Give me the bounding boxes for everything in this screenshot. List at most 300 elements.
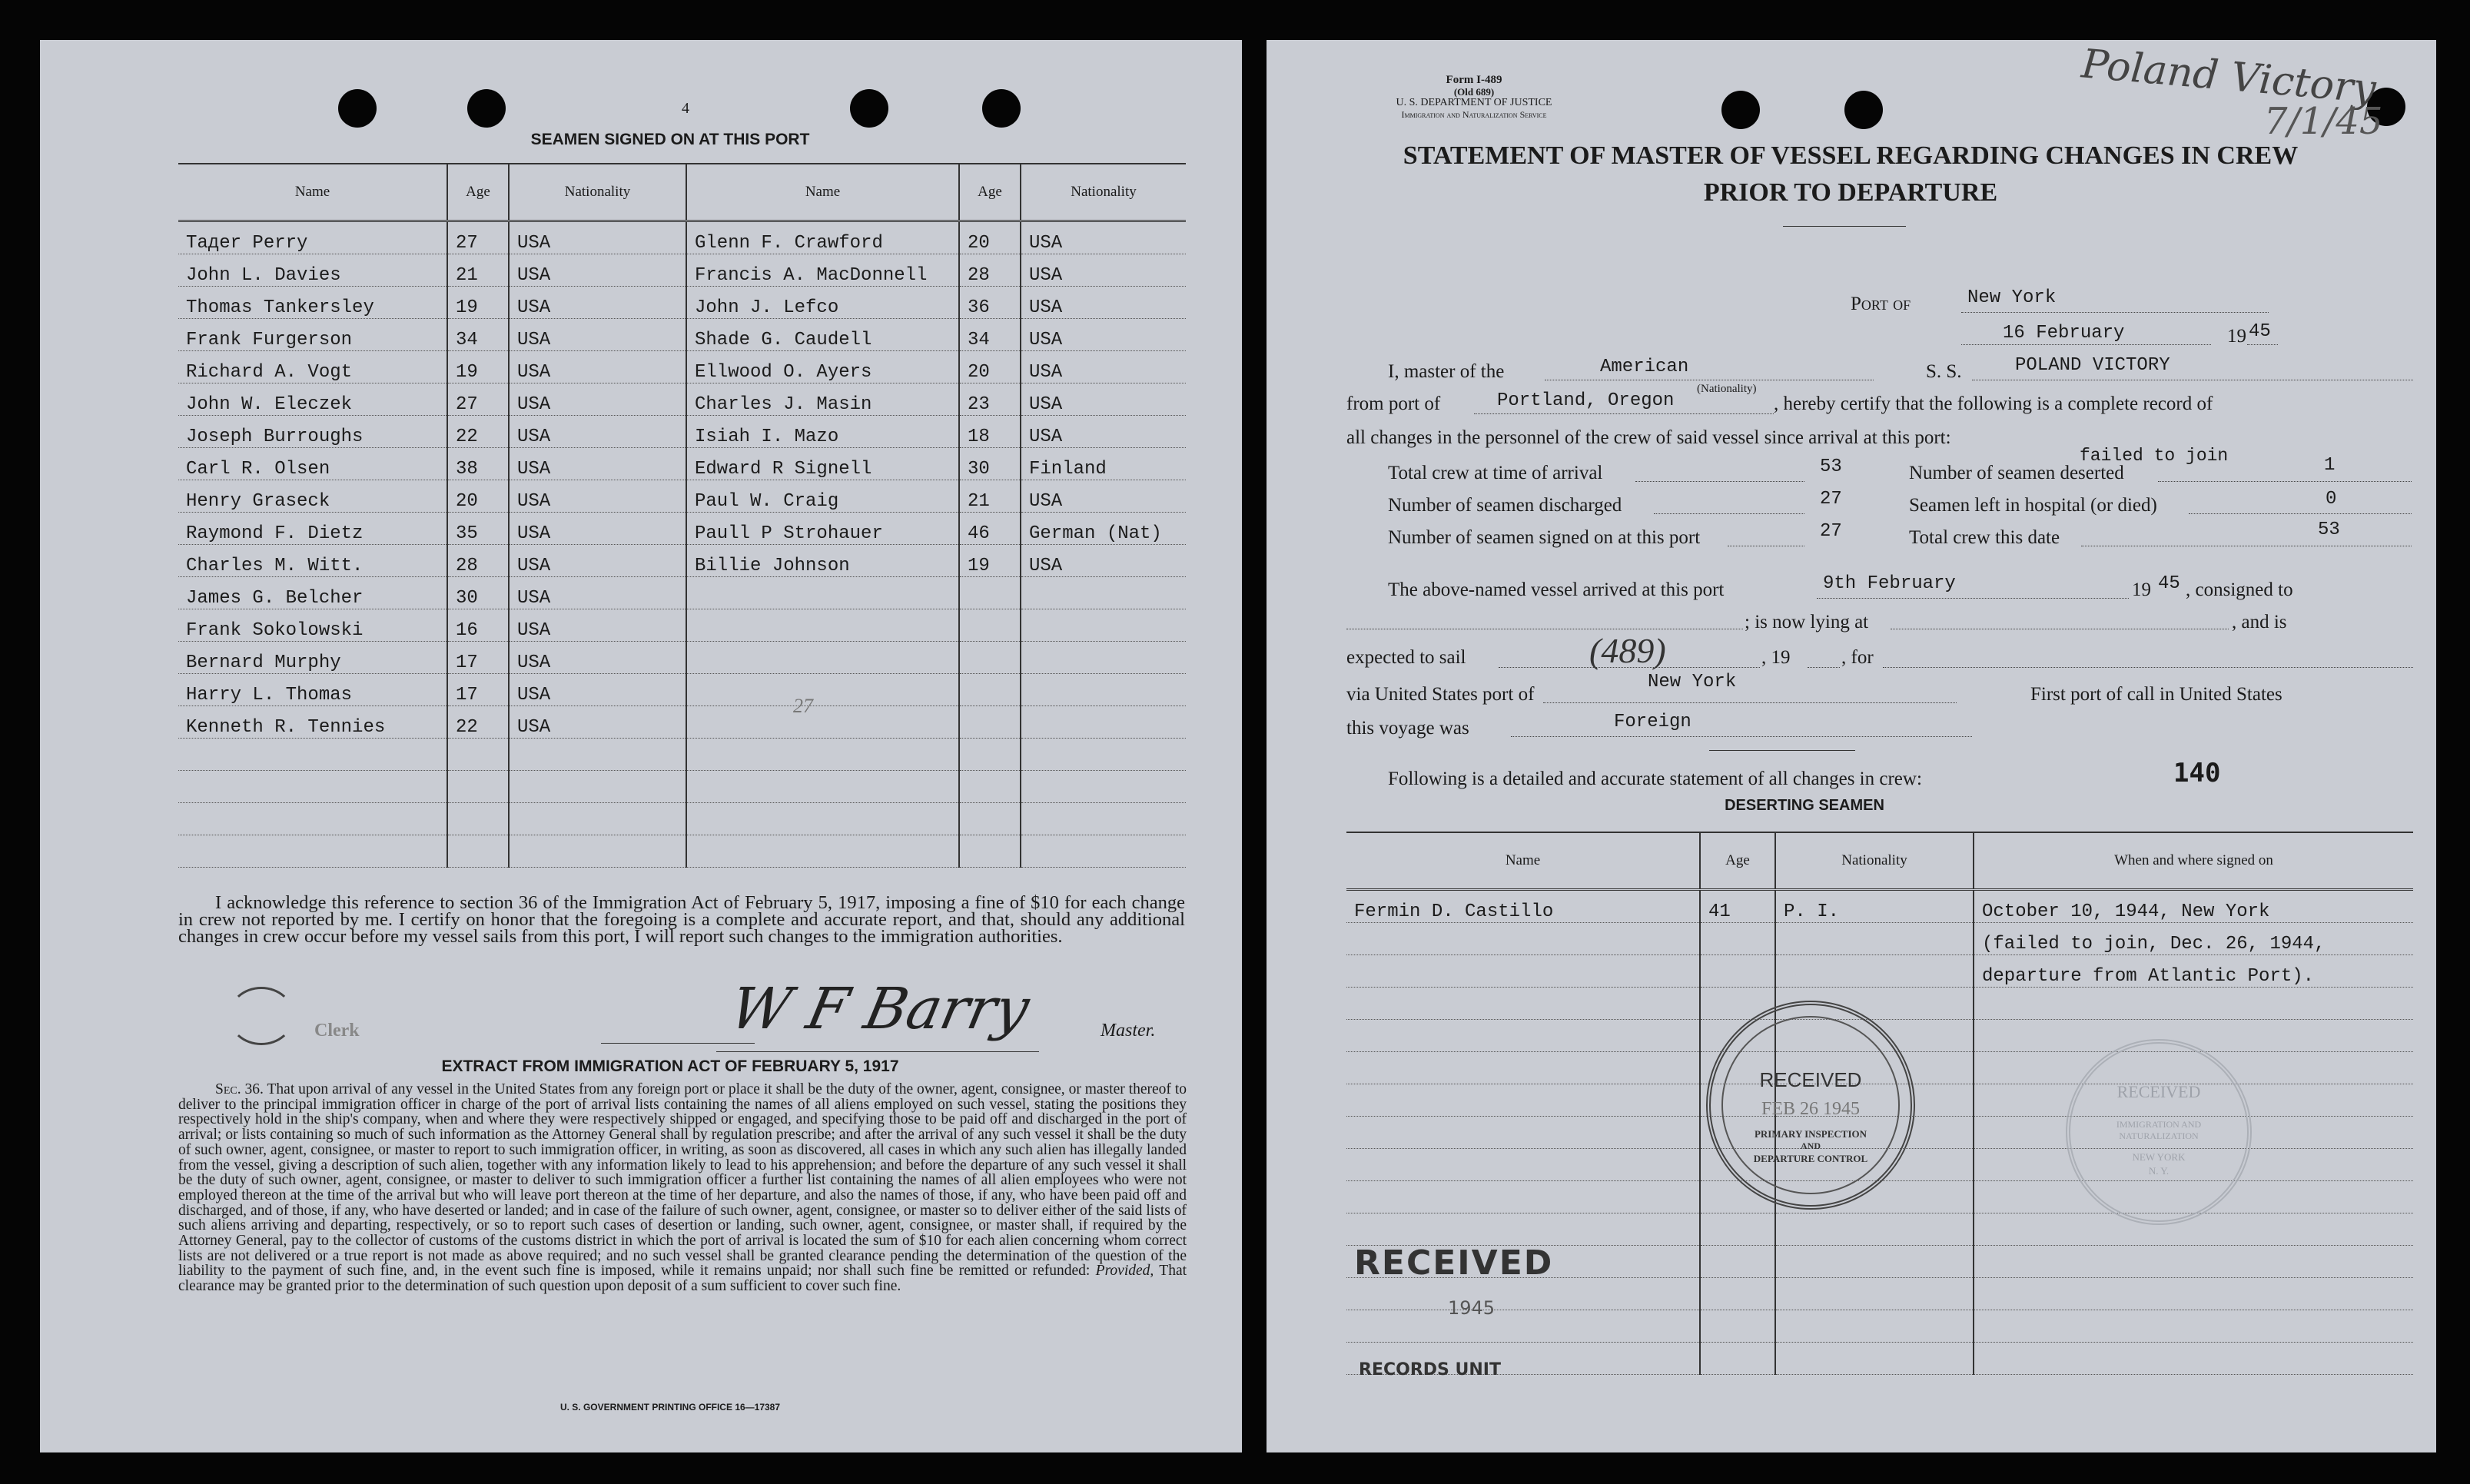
for-label: , for [1841, 647, 1874, 668]
cell-nat [1021, 642, 1186, 674]
crew-row [178, 480, 686, 513]
discharged-value: 27 [1820, 489, 1842, 510]
cell-empty [1974, 1310, 2413, 1343]
cell-nat: USA [509, 416, 686, 448]
cell-name: Taдer Perry [178, 221, 447, 254]
cell-name: Raymond F. Dietz [178, 513, 447, 545]
certify-text: , hereby certify that the following is a complete record of [1774, 393, 2213, 414]
crew-row [178, 383, 686, 416]
cell-age [1700, 955, 1775, 988]
deserter-row [1346, 1343, 2413, 1375]
deserting-title: DESERTING SEAMEN [1725, 797, 1884, 814]
cell-age [959, 835, 1021, 868]
discharged-dots [1654, 513, 1804, 514]
cell-name: Charles M. Witt. [178, 545, 447, 577]
cell-name [686, 577, 959, 609]
cell-name [686, 739, 959, 771]
extract-title: EXTRACT FROM IMMIGRATION ACT OF FEBRUARY 5, 1917 [441, 1057, 899, 1075]
received-stamp-primary [1706, 1001, 1915, 1210]
nationality-caption: (Nationality) [1697, 383, 1757, 395]
left-page [40, 40, 1242, 1452]
crew-row [178, 577, 686, 609]
title-rule [1783, 226, 1906, 227]
cell-age [959, 642, 1021, 674]
cell-name: Paull P Strohauer [686, 513, 959, 545]
punch-hole [1844, 91, 1883, 129]
cell-empty [1700, 1278, 1775, 1310]
cell-name [686, 706, 959, 739]
column-header-age: Age [1700, 832, 1775, 890]
crew-row [686, 221, 1186, 254]
nationality-value: American [1600, 357, 1689, 377]
cell-age [1700, 923, 1775, 955]
cell-nat: P. I. [1775, 890, 1974, 923]
cell-age [447, 739, 509, 771]
column-header-age: Age [447, 164, 509, 221]
cell-nat: Finland [1021, 448, 1186, 480]
deserted-dots [2158, 481, 2412, 482]
deserter-row [1346, 955, 2413, 988]
crew-row [178, 545, 686, 577]
cell-nat [509, 739, 686, 771]
cell-name [178, 771, 447, 803]
consigned-label: , consigned to [2186, 579, 2293, 600]
cell-name: Richard A. Vogt [178, 351, 447, 383]
cell-nat: USA [509, 448, 686, 480]
hospital-dots [2189, 513, 2412, 514]
cell-nat [509, 803, 686, 835]
cell-age [959, 706, 1021, 739]
form-title-line1: STATEMENT OF MASTER OF VESSEL REGARDING CHANGES IN CREW [1403, 141, 2299, 170]
cell-nat: USA [509, 480, 686, 513]
voyage-label: this voyage was [1346, 718, 1469, 739]
crew-row [178, 706, 686, 739]
date-line [1961, 344, 2211, 345]
cell-name: Henry Graseck [178, 480, 447, 513]
column-header-nationality: Nationality [1775, 832, 1974, 890]
deserter-row [1346, 988, 2413, 1020]
cell-age: 17 [447, 642, 509, 674]
crew-row [686, 609, 1186, 642]
crew-row [686, 383, 1186, 416]
cell-name: James G. Belcher [178, 577, 447, 609]
records-unit-stamp: RECORDS UNIT [1359, 1360, 1501, 1379]
cell-age: 38 [447, 448, 509, 480]
punch-hole [338, 89, 377, 128]
following-label: Following is a detailed and accurate statement of all changes in crew: [1388, 769, 1922, 789]
cell-nat: USA [509, 609, 686, 642]
ss-label: S. S. [1926, 361, 1962, 382]
column-header-name: Name [1346, 832, 1700, 890]
section-36-body: That upon arrival of any vessel in the United States from any foreign port or place it shall be the duty of the owner, agent, consignee, or master thereof to deliver to the principal immigration officer in charge of the port of arrival lists containing the names of all aliens employed on such vessel, stating the positions they respectively hold in the ship's company, when and where they were respectively shipped or engaged, and specifying those to be paid off and discharged in the port of arrival; or lists containing so much of such information as the Attorney General shall by regulation prescribe; and after the arrival of any such vessel it shall be the duty of such owner, agent, consignee, or master to report to such immigration officer, in writing, as soon as discovered, all cases in which any such alien has illegally landed from the vessel, giving a description of such alien, together with any information likely to lead to his apprehension; and before the departure of any such vessel it shall be the duty of such owner, agent, consignee, or master to deliver to such immigration officer a further list containing the names of all alien employees who were not employed thereon at the time of the arrival but who will leave port thereon at the time of her departure, and also the names of those, if any, who have been paid off and discharged, and of those, if any, who have deserted or landed; and in case of the failure of such owner, agent, consignee, or master so to deliver either of the said lists of such aliens arriving and departing, respectively, or so to report such cases of desertion or landing, such owner, agent, consignee, or master shall, if required by the Attorney General, pay to the collector of customs of the customs district in which the port of arrival is located the sum of $10 for each alien concerning whom correct lists are not delivered or a true report is not made as above required; and no such vessel shall be granted clearance pending the determination of the question of the liability to the payment of such fine, and, in the event such fine is imposed, while it remains unpaid; nor shall such fine be remitted or refunded: [178, 1081, 1187, 1280]
cell-age [959, 577, 1021, 609]
cell-age [959, 609, 1021, 642]
cell-when: (failed to join, Dec. 26, 1944, [1974, 923, 2413, 955]
cell-age: 18 [959, 416, 1021, 448]
crew-row [686, 706, 1186, 739]
cell-name: Edward R Signell [686, 448, 959, 480]
cell-age: 34 [959, 319, 1021, 351]
cell-nat: USA [509, 674, 686, 706]
sail-note: (489) [1589, 631, 1666, 670]
crew-row [686, 674, 1186, 706]
printer-imprint: U. S. GOVERNMENT PRINTING OFFICE 16—17387 [559, 1402, 781, 1413]
signature-line [716, 1051, 1039, 1052]
cell-age: 21 [959, 480, 1021, 513]
cell-empty [1346, 988, 1700, 1020]
crew-row [178, 319, 686, 351]
stamp-line: AND [1801, 1140, 1821, 1151]
cell-when: departure from Atlantic Port). [1974, 955, 2413, 988]
cell-name: Bernard Murphy [178, 642, 447, 674]
certify-line2: all changes in the personnel of the crew of said vessel since arrival at this port: [1346, 427, 1951, 448]
cell-nat: USA [509, 319, 686, 351]
voyage-rule [1709, 750, 1855, 751]
cell-nat [1021, 577, 1186, 609]
column-header-age: Age [959, 164, 1021, 221]
cell-empty [1775, 1310, 1974, 1343]
year-value: 45 [2249, 321, 2271, 342]
arrived-date: 9th February [1823, 573, 1956, 594]
sail-year-label: , 19 [1761, 647, 1791, 668]
crew-row [686, 577, 1186, 609]
voyage-value: Foreign [1614, 712, 1691, 732]
cell-nat [1775, 955, 1974, 988]
crew-row [686, 803, 1186, 835]
cell-age [959, 803, 1021, 835]
total-arrival-label: Total crew at time of arrival [1388, 463, 1603, 483]
cell-name: John J. Lefco [686, 287, 959, 319]
cell-empty [1346, 1052, 1700, 1084]
cell-nat: USA [1021, 319, 1186, 351]
cell-age: 16 [447, 609, 509, 642]
cell-nat: USA [1021, 254, 1186, 287]
crew-row [178, 513, 686, 545]
via-label: via United States port of [1346, 684, 1535, 705]
cell-age: 34 [447, 319, 509, 351]
column-header-name: Name [686, 164, 959, 221]
clerk-label: Clerk [314, 1021, 360, 1041]
cell-age [447, 835, 509, 868]
cell-empty [1775, 1278, 1974, 1310]
signed-value: 27 [1820, 521, 1842, 542]
deserted-label: Number of seamen deserted [1909, 463, 2124, 483]
deserted-value: 1 [2324, 455, 2336, 476]
cell-name [1346, 923, 1700, 955]
cell-name: Thomas Tankersley [178, 287, 447, 319]
cell-nat [1021, 674, 1186, 706]
form-title-line2: PRIOR TO DEPARTURE [1703, 178, 1998, 207]
cell-age [959, 739, 1021, 771]
count-stamp: 140 [2173, 758, 2221, 788]
crew-row [686, 351, 1186, 383]
crew-row [178, 448, 686, 480]
cell-nat: USA [1021, 545, 1186, 577]
cell-empty [1346, 1149, 1700, 1181]
punch-hole [1721, 91, 1760, 129]
crew-row [178, 416, 686, 448]
cell-empty [1775, 1343, 1974, 1375]
form-old-number: (Old 689) [1453, 86, 1495, 98]
hospital-label: Seamen left in hospital (or died) [1909, 495, 2157, 516]
cell-age: 27 [447, 383, 509, 416]
for-line [1883, 667, 2413, 668]
crew-row [686, 771, 1186, 803]
cell-empty [1700, 1310, 1775, 1343]
column-header-name: Name [178, 164, 447, 221]
master-of-label: I, master of the [1388, 361, 1505, 382]
arrived-year: 45 [2158, 573, 2180, 594]
master-signature: W F Barry [724, 976, 1035, 1042]
deserter-row [1346, 1213, 2413, 1246]
port-label: Port of [1851, 294, 1911, 314]
crew-row [686, 287, 1186, 319]
service-name: Immigration and Naturalization Service [1401, 109, 1547, 120]
cell-age: 23 [959, 383, 1021, 416]
cell-name: John L. Davies [178, 254, 447, 287]
cell-name: Fermin D. Castillo [1346, 890, 1700, 923]
pencil-note: 27 [793, 695, 813, 717]
crew-row [178, 642, 686, 674]
stamp-line: NEW YORK [2132, 1151, 2186, 1163]
cell-nat: USA [1021, 221, 1186, 254]
cell-nat [1021, 609, 1186, 642]
cell-age: 20 [959, 351, 1021, 383]
cell-age: 35 [447, 513, 509, 545]
cell-name: Kenneth R. Tennies [178, 706, 447, 739]
cell-age: 19 [447, 287, 509, 319]
cell-nat [1021, 835, 1186, 868]
cell-age: 19 [447, 351, 509, 383]
cell-name: Joseph Burroughs [178, 416, 447, 448]
section-36-end: That clearance may be granted prior to the determination of such question upon deposit of a sum sufficient to cover such fine. [178, 1263, 1187, 1295]
cell-nat: USA [509, 351, 686, 383]
date-value: 16 February [2003, 323, 2125, 344]
stamp-received: RECEIVED [1759, 1068, 1862, 1091]
stamp-line: PRIMARY INSPECTION [1754, 1128, 1867, 1140]
cell-nat [1021, 706, 1186, 739]
cell-name [686, 609, 959, 642]
crew-table-right [686, 163, 1186, 868]
crew-row [686, 254, 1186, 287]
sail-year-line [1808, 667, 1840, 668]
cell-age: 20 [959, 221, 1021, 254]
cell-name [178, 803, 447, 835]
cell-name [1346, 955, 1700, 988]
cell-name [178, 739, 447, 771]
cell-age [959, 771, 1021, 803]
section-36-lead: Sec. 36. [215, 1081, 264, 1097]
cell-name: Billie Johnson [686, 545, 959, 577]
crew-row [686, 319, 1186, 351]
year-prefix: 19 [2227, 326, 2246, 347]
crew-row [686, 835, 1186, 868]
deserter-row [1346, 1310, 2413, 1343]
cell-age: 17 [447, 674, 509, 706]
deserter-row [1346, 1181, 2413, 1213]
column-header-nationality: Nationality [509, 164, 686, 221]
cell-nat: USA [509, 287, 686, 319]
cell-name: Carl R. Olsen [178, 448, 447, 480]
received-stamp-faded [2066, 1039, 2252, 1225]
cell-name [686, 642, 959, 674]
cell-empty [1700, 1213, 1775, 1246]
crew-row [686, 513, 1186, 545]
cell-age: 21 [447, 254, 509, 287]
cell-nat [1775, 923, 1974, 955]
cell-age: 41 [1700, 890, 1775, 923]
crew-row [686, 448, 1186, 480]
crew-row [178, 739, 686, 771]
cell-nat [509, 835, 686, 868]
crew-table-left [178, 163, 686, 868]
discharged-label: Number of seamen discharged [1388, 495, 1622, 516]
cell-nat [1021, 739, 1186, 771]
cell-age [447, 803, 509, 835]
stamp-line: DEPARTURE CONTROL [1753, 1153, 1868, 1164]
page-number: 4 [682, 100, 689, 117]
cell-name: Glenn F. Crawford [686, 221, 959, 254]
cell-name [686, 674, 959, 706]
crew-row [178, 254, 686, 287]
crew-row [686, 545, 1186, 577]
cell-name: Isiah I. Mazo [686, 416, 959, 448]
port-value: New York [1967, 287, 2057, 308]
cell-nat: USA [509, 513, 686, 545]
first-call-label: First port of call in United States [2030, 684, 2282, 705]
via-value: New York [1648, 672, 1737, 692]
cell-age: 20 [447, 480, 509, 513]
cell-age: 30 [959, 448, 1021, 480]
stamp-line: IMMIGRATION AND NATURALIZATION [2116, 1119, 2202, 1141]
cell-nat: USA [509, 254, 686, 287]
cell-empty [1700, 1343, 1775, 1375]
and-is-label: , and is [2232, 612, 2287, 632]
cell-nat: USA [1021, 351, 1186, 383]
cell-empty [1346, 1084, 1700, 1117]
year-line [2247, 344, 2278, 345]
cell-empty [1346, 1310, 1700, 1343]
cell-age [447, 771, 509, 803]
department-name: U. S. DEPARTMENT OF JUSTICE [1396, 97, 1552, 108]
crew-row [686, 416, 1186, 448]
received-date-stamp: 1945 [1448, 1297, 1496, 1319]
stamp-received: RECEIVED [2116, 1082, 2201, 1101]
via-line [1543, 702, 1957, 703]
crew-row [178, 771, 686, 803]
cell-nat: USA [1021, 287, 1186, 319]
section-36-text [178, 1082, 1187, 1294]
cell-nat [1021, 771, 1186, 803]
handwritten-number: 7/1/45 [2264, 100, 2383, 143]
cell-nat: USA [509, 545, 686, 577]
crew-row [686, 739, 1186, 771]
extract-rule [601, 1043, 755, 1044]
cell-name: Frank Sokolowski [178, 609, 447, 642]
cell-nat: German (Nat) [1021, 513, 1186, 545]
stamp-date: FEB 26 1945 [1761, 1099, 1860, 1119]
hospital-value: 0 [2326, 489, 2337, 510]
cell-name: Charles J. Masin [686, 383, 959, 416]
cell-age [959, 674, 1021, 706]
column-header-nationality: Nationality [1021, 164, 1186, 221]
arrived-label: The above-named vessel arrived at this port [1388, 579, 1725, 600]
punch-hole [467, 89, 506, 128]
crew-row [686, 642, 1186, 674]
received-big-stamp: RECEIVED [1354, 1243, 1554, 1283]
from-port-label: from port of [1346, 393, 1441, 414]
lying-label: ; is now lying at [1745, 612, 1869, 632]
acknowledgement-text: I acknowledge this reference to section 36 of the Immigration Act of February 5, 1917, imposing a fine of $10 for each change in crew not reported by me. I certify on honor that the foregoing is a complete and accurate report, and that, should any additional changes in crew occur before my vessel sails from this port, I will report such changes to the immigration authorities. [178, 892, 1185, 947]
cell-empty [1700, 1246, 1775, 1278]
cell-empty [1346, 1020, 1700, 1052]
crew-row [178, 674, 686, 706]
cell-empty [1974, 1246, 2413, 1278]
deserter-row [1346, 923, 2413, 955]
cell-age: 22 [447, 416, 509, 448]
cell-age: 28 [447, 545, 509, 577]
cell-name [686, 835, 959, 868]
column-header-signed-on: When and where signed on [1974, 832, 2413, 890]
cell-name: Francis A. MacDonnell [686, 254, 959, 287]
cell-name: John W. Eleczek [178, 383, 447, 416]
arrived-line [1817, 598, 2129, 599]
cell-name: Frank Furgerson [178, 319, 447, 351]
cell-name: Paul W. Craig [686, 480, 959, 513]
deserted-annotation: failed to join [2080, 446, 2229, 466]
from-port-value: Portland, Oregon [1497, 390, 1675, 411]
cell-nat: USA [509, 383, 686, 416]
right-page [1267, 40, 2436, 1452]
cell-age: 27 [447, 221, 509, 254]
ship-name: POLAND VICTORY [2015, 355, 2170, 376]
cell-name [686, 803, 959, 835]
cell-nat [509, 771, 686, 803]
cell-name: Harry L. Thomas [178, 674, 447, 706]
total-date-value: 53 [2318, 520, 2340, 540]
cell-empty [1974, 1343, 2413, 1375]
form-number: Form I-489 [1446, 74, 1502, 86]
cell-empty [1346, 1213, 1700, 1246]
crew-row [178, 351, 686, 383]
cell-age: 19 [959, 545, 1021, 577]
punch-hole [982, 89, 1021, 128]
cell-empty [1775, 1246, 1974, 1278]
stamp-line: N. Y. [2148, 1165, 2170, 1177]
cell-nat: USA [509, 706, 686, 739]
cell-nat: USA [509, 577, 686, 609]
crew-row [178, 221, 686, 254]
cell-empty [1974, 1278, 2413, 1310]
master-label: Master. [1101, 1021, 1156, 1041]
cell-name [178, 835, 447, 868]
handwritten-ship-note: Poland Victory [2080, 41, 2378, 113]
cell-empty [1775, 1213, 1974, 1246]
total-arrival-value: 53 [1820, 456, 1842, 477]
port-line [1961, 312, 2269, 313]
cell-age: 22 [447, 706, 509, 739]
section-36-proviso: Provided, [1095, 1263, 1154, 1280]
total-arrival-dots [1635, 481, 1804, 482]
cell-empty [1346, 1181, 1700, 1213]
total-date-label: Total crew this date [1909, 527, 2060, 548]
voyage-line [1511, 736, 1972, 737]
cell-nat: USA [1021, 480, 1186, 513]
cell-age: 30 [447, 577, 509, 609]
cell-age: 28 [959, 254, 1021, 287]
cell-name [686, 771, 959, 803]
signed-label: Number of seamen signed on at this port [1388, 527, 1701, 548]
